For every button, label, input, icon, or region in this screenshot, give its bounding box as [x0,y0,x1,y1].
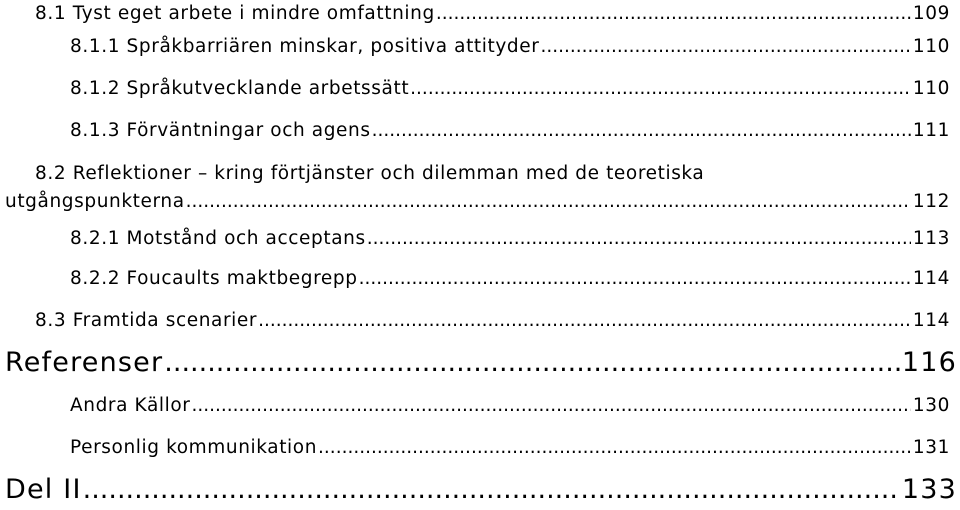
toc-entry-8-1[interactable] [35,3,950,24]
toc-entry-8-2-line1[interactable] [35,163,704,184]
toc-entry-page: 133 [901,474,957,505]
toc-entry-8-2[interactable] [5,191,950,212]
toc-entry-title: 8.2.1 Motstånd och acceptans [70,228,366,249]
toc-entry-del-ii[interactable] [5,474,957,505]
toc-entry-8-2-1[interactable] [70,228,950,249]
dot-leader [192,395,911,416]
toc-entry-andra-kallor[interactable] [70,395,950,416]
toc-entry-page: 110 [912,36,950,57]
toc-entry-page: 114 [912,310,950,331]
dot-leader [540,36,910,57]
toc-entry-title: Del II [5,474,82,505]
dot-leader [372,120,911,141]
dot-leader [410,78,911,99]
dot-leader [258,310,911,331]
toc-entry-page: 130 [912,395,950,416]
toc-entry-page: 109 [912,3,950,24]
toc-entry-8-1-2[interactable] [70,78,950,99]
toc-entry-title: Andra Källor [70,395,191,416]
toc-entry-title: 8.1.1 Språkbarriären minskar, positiva attityder [70,36,540,57]
toc-entry-page: 116 [901,347,957,378]
toc-entry-page: 131 [912,437,950,458]
dot-leader [359,268,911,289]
dot-leader [83,474,900,505]
toc-entry-page: 110 [912,78,950,99]
toc-entry-title: 8.3 Framtida scenarier [35,310,258,331]
toc-entry-title: 8.2 Reflektioner – kring förtjänster och dilemman med de teoretiska [35,163,705,184]
dot-leader [436,3,911,24]
dot-leader [367,228,911,249]
toc-entry-page: 111 [912,120,950,141]
dot-leader [318,437,911,458]
toc-entry-page: 112 [912,191,950,212]
toc-entry-8-2-2[interactable] [70,268,950,289]
toc-entry-personlig-kommunikation[interactable] [70,437,950,458]
toc-entry-8-3[interactable] [35,310,950,331]
dot-leader [186,191,911,212]
toc-entry-title: 8.1 Tyst eget arbete i mindre omfattning [35,3,435,24]
toc-entry-title: 8.1.2 Språkutvecklande arbetssätt [70,78,410,99]
toc-entry-page: 113 [912,228,950,249]
toc-entry-page: 114 [912,268,950,289]
toc-entry-8-1-3[interactable] [70,120,950,141]
dot-leader [164,347,900,378]
toc-entry-title: Referenser [5,347,164,378]
toc-entry-title: 8.1.3 Förväntningar och agens [70,120,371,141]
toc-entry-title: 8.2.2 Foucaults maktbegrepp [70,268,358,289]
toc-entry-title: Personlig kommunikation [70,437,318,458]
toc-entry-8-1-1[interactable] [70,36,950,57]
toc-entry-referenser[interactable] [5,347,957,378]
toc-entry-title-cont: utgångspunkterna [5,191,185,212]
